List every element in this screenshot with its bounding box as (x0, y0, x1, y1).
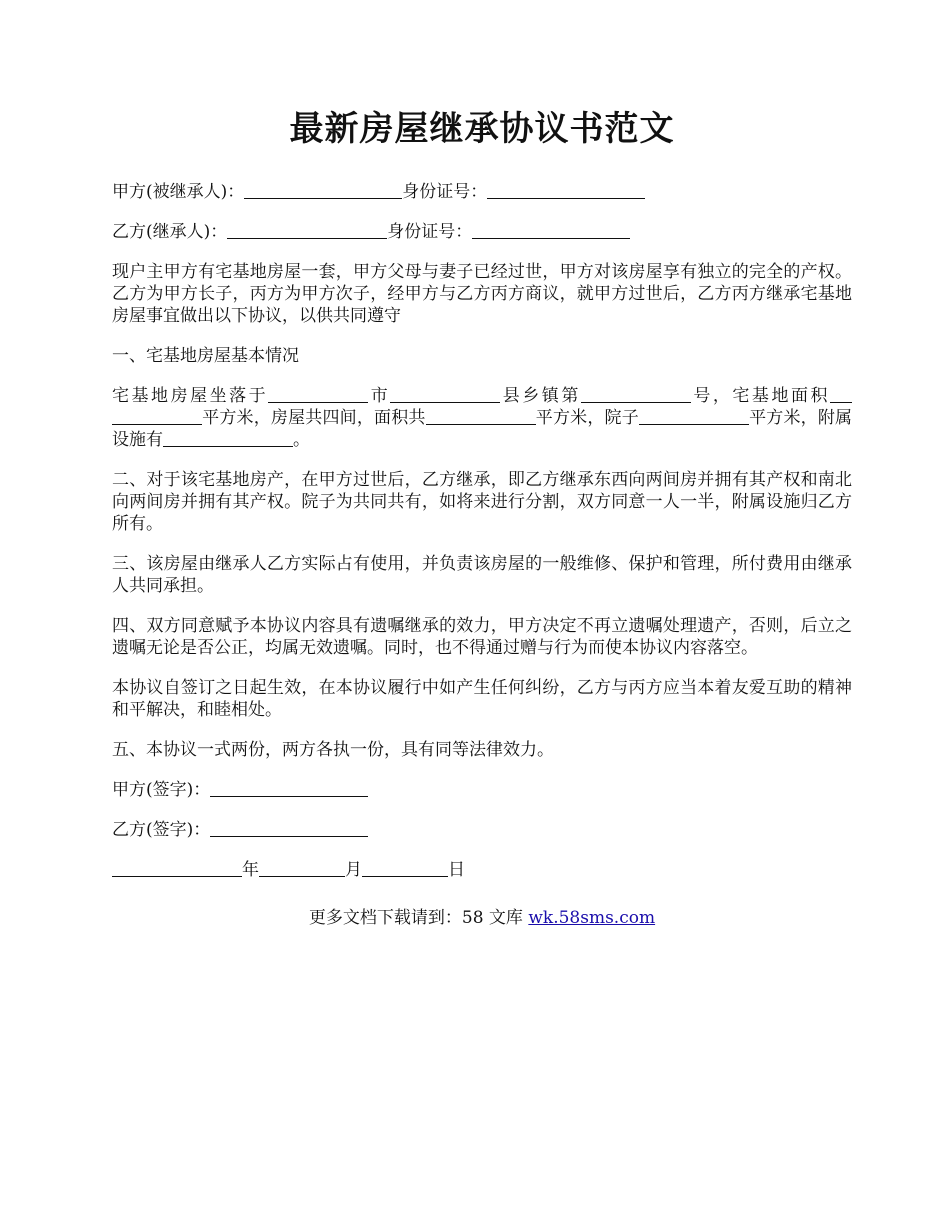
party-a-name-blank (244, 182, 402, 199)
section1-text-2: 市 (368, 385, 391, 406)
party-a-id-label: 身份证号： (402, 181, 488, 202)
section4-paragraph: 四、双方同意赋予本协议内容具有遗嘱继承的效力，甲方决定不再立遗嘱处理遗产，否则，后立之遗嘱无论是否公正，均属无效遗嘱。同时，也不得通过赠与行为而使本协议内容落空。 (112, 615, 852, 658)
section1-text-4: 号，宅基地面积 (690, 385, 831, 406)
party-b-line (112, 221, 852, 243)
blank-area (112, 408, 202, 425)
section1-text-5: 平方米，房屋共四间，面积共 (202, 407, 426, 428)
party-a-id-blank (487, 182, 645, 199)
sign-a-line (112, 779, 852, 801)
party-b-id-blank (472, 222, 630, 239)
section3-paragraph: 三、该房屋由继承人乙方实际占有使用，并负责该房屋的一般维修、保护和管理，所付费用由继承人共同承担。 (112, 553, 852, 596)
section1-text-1: 宅基地房屋坐落于 (112, 385, 269, 406)
footer-link[interactable]: wk.58sms.com (528, 907, 656, 928)
month-blank (259, 860, 345, 877)
section1-text-6: 平方米，院子 (535, 407, 639, 428)
party-a-label: 甲方(被继承人)： (112, 181, 245, 202)
effect-paragraph: 本协议自签订之日起生效，在本协议履行中如产生任何纠纷，乙方与丙方应当本着友爱互助的精神和平解决，和睦相处。 (112, 677, 852, 720)
party-b-label: 乙方(继承人)： (112, 221, 228, 242)
year-label: 年 (242, 859, 259, 880)
sign-a-blank (210, 780, 368, 797)
section1-text-7: 平方米，附属设施有 (112, 407, 853, 450)
blank-area-start (830, 386, 852, 403)
section1-text-3: 县乡镇第 (500, 385, 581, 406)
sign-b-blank (210, 820, 368, 837)
sign-b-label: 乙方(签字)： (112, 819, 211, 840)
blank-yard-area (639, 408, 749, 425)
day-blank (362, 860, 448, 877)
date-line (112, 859, 852, 881)
document-page (112, 108, 852, 928)
blank-facilities (163, 430, 293, 447)
section1-heading: 一、宅基地房屋基本情况 (112, 345, 299, 366)
section1-text-8: 。 (293, 429, 310, 450)
blank-location (268, 386, 368, 403)
footer-text: 更多文档下载请到：58 文库 (308, 907, 529, 928)
sign-a-label: 甲方(签字)： (112, 779, 211, 800)
year-blank (112, 860, 242, 877)
section1-paragraph (112, 385, 852, 451)
footer (112, 903, 852, 928)
document-title: 最新房屋继承协议书范文 (289, 109, 675, 149)
sign-b-line (112, 819, 852, 841)
blank-city (390, 386, 500, 403)
party-a-line (112, 181, 852, 203)
party-b-id-label: 身份证号： (387, 221, 473, 242)
party-b-name-blank (227, 222, 387, 239)
intro-paragraph: 现户主甲方有宅基地房屋一套，甲方父母与妻子已经过世，甲方对该房屋享有独立的完全的产权。乙方为甲方长子，丙方为甲方次子，经甲方与乙方丙方商议，就甲方过世后，乙方丙方继承宅基地房屋事宜做出以下协议，以供共同遵守 (112, 261, 852, 326)
blank-number (581, 386, 691, 403)
blank-house-area (426, 408, 536, 425)
section5-paragraph: 五、本协议一式两份，两方各执一份，具有同等法律效力。 (112, 739, 554, 760)
month-label: 月 (345, 859, 362, 880)
day-label: 日 (448, 859, 465, 880)
section2-paragraph: 二、对于该宅基地房产，在甲方过世后，乙方继承，即乙方继承东西向两间房并拥有其产权和南北向两间房并拥有其产权。院子为共同共有，如将来进行分割，双方同意一人一半，附属设施归乙方所有。 (112, 469, 852, 534)
